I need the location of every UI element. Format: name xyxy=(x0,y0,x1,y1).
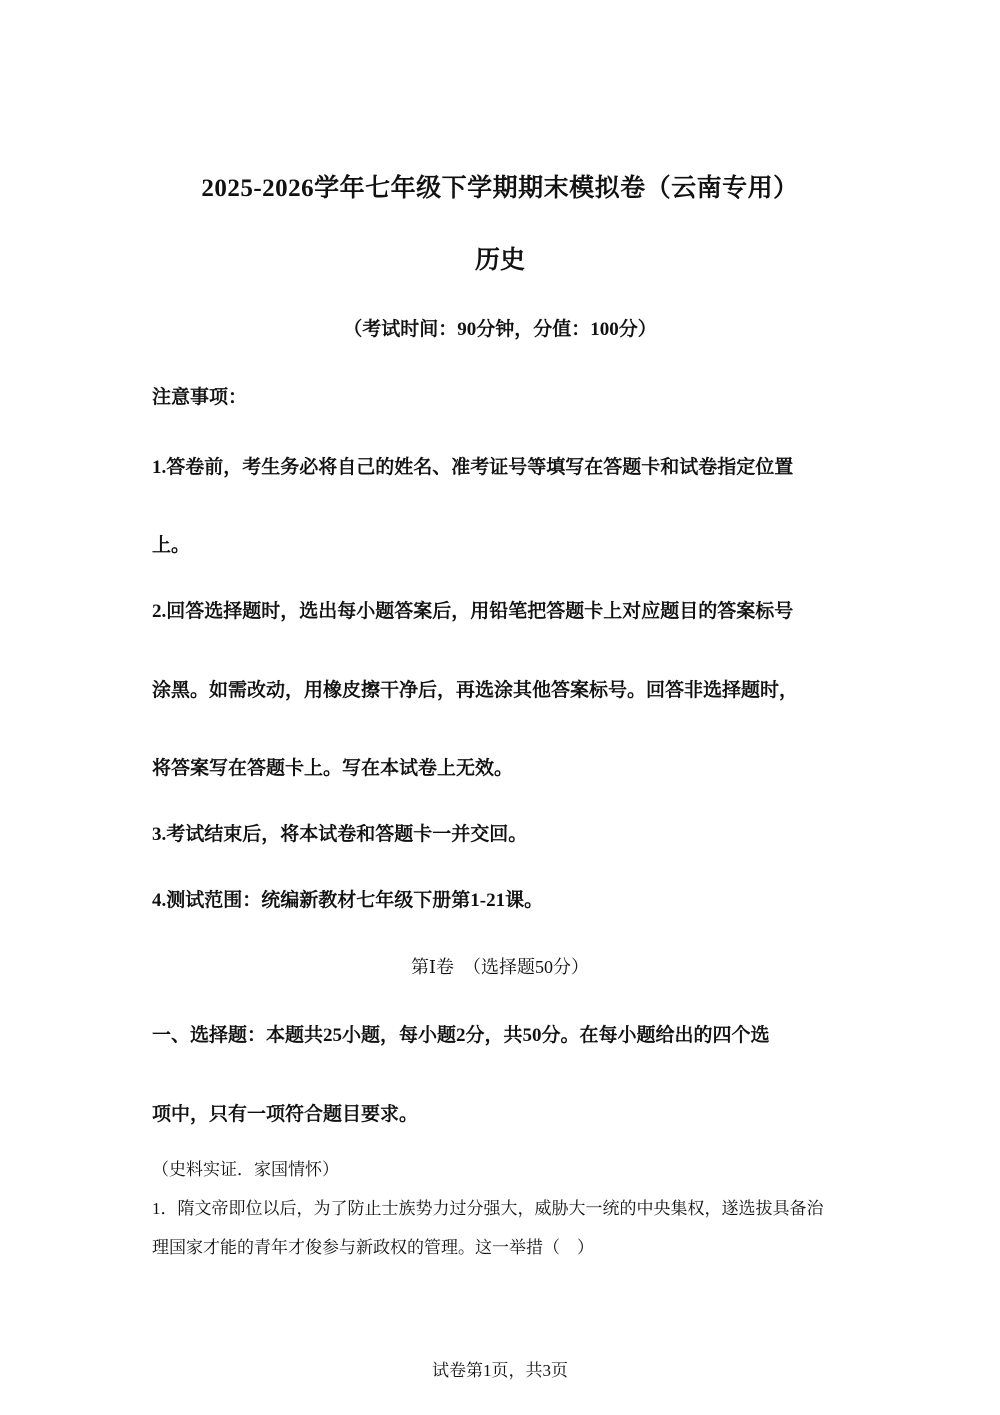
notice-line: 2.回答选择题时，选出每小题答案后，用铅笔把答题卡上对应题目的答案标号 xyxy=(152,601,794,622)
notice-line: 上。 xyxy=(152,535,191,556)
section-title: 第Ⅰ卷 （选择题50分） xyxy=(410,957,590,977)
question-line: 理国家才能的青年才俊参与新政权的管理。这一举措（ ） xyxy=(152,1238,594,1257)
exam-info: （考试时间：90分钟，分值：100分） xyxy=(343,319,657,340)
question-line: 1．隋文帝即位以后，为了防止士族势力过分强大，威胁大一统的中央集权，遂选拔具备治 xyxy=(152,1199,824,1218)
notice-line: 3.考试结束后，将本试卷和答题卡一并交回。 xyxy=(152,824,528,845)
page-footer: 试卷第1页，共3页 xyxy=(432,1361,568,1380)
instruction-line: 一、选择题：本题共25小题，每小题2分，共50分。在每小题给出的四个选 xyxy=(152,1025,770,1046)
notice-line: 将答案写在答题卡上。写在本试卷上无效。 xyxy=(152,758,514,779)
exam-title: 2025-2026学年七年级下学期期末模拟卷（云南专用） xyxy=(201,175,799,202)
question-tag: （史料实证．家国情怀） xyxy=(152,1160,339,1179)
subject-title: 历史 xyxy=(474,247,525,274)
notice-line: 涂黑。如需改动，用橡皮擦干净后，再选涂其他答案标号。回答非选择题时， xyxy=(152,680,799,701)
notice-heading: 注意事项： xyxy=(152,387,248,408)
instruction-line: 项中，只有一项符合题目要求。 xyxy=(152,1104,419,1125)
notice-line: 1.答卷前，考生务必将自己的姓名、准考证号等填写在答题卡和试卷指定位置 xyxy=(152,457,794,478)
notice-line: 4.测试范围：统编新教材七年级下册第1-21课。 xyxy=(152,890,544,911)
